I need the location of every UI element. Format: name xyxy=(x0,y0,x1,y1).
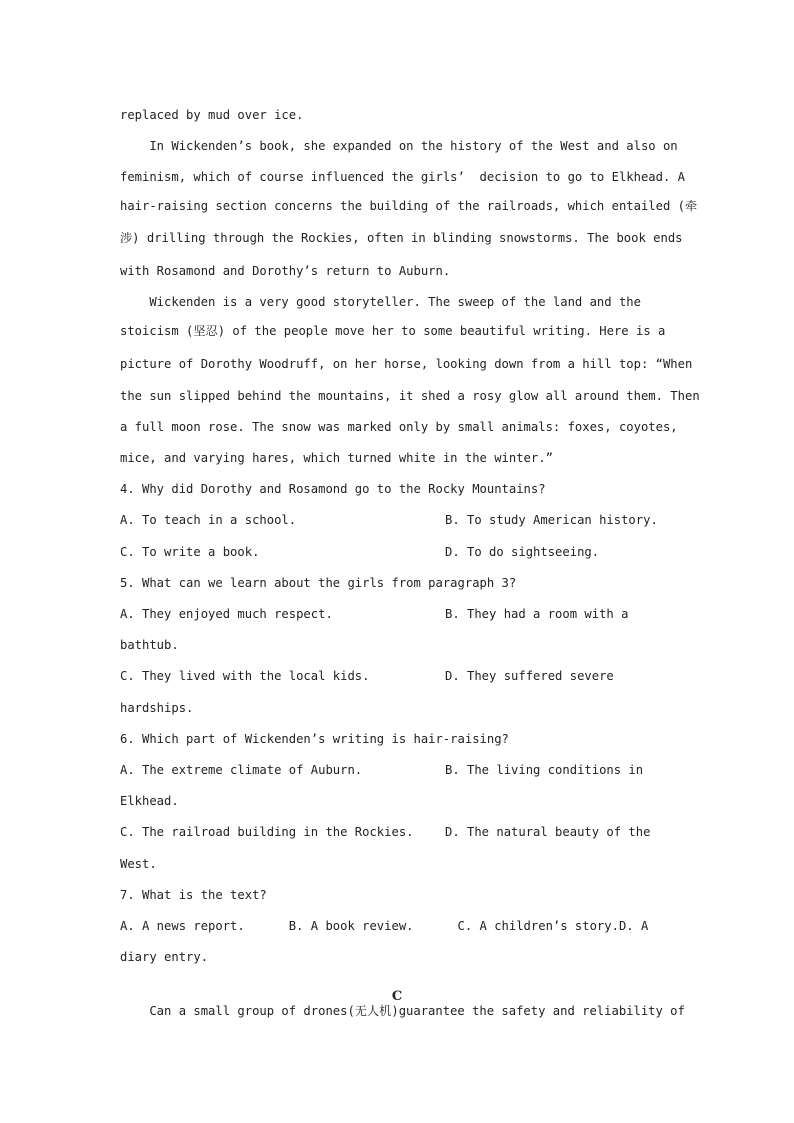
question-6-option-b: B. The living conditions in xyxy=(445,763,644,777)
passage-line: mice, and varying hares, which turned white in the winter.” xyxy=(120,451,553,465)
question-6-stem: 6. Which part of Wickenden’s writing is hair-raising? xyxy=(120,732,509,746)
question-6-option-c: C. The railroad building in the Rockies. xyxy=(120,825,414,839)
question-6-option-a: A. The extreme climate of Auburn. xyxy=(120,763,363,777)
question-6-option-b-wrap: Elkhead. xyxy=(120,794,179,808)
question-5-option-c: C. They lived with the local kids. xyxy=(120,669,370,683)
passage-line: Wickenden is a very good storyteller. The sweep of the land and the xyxy=(120,295,641,309)
question-4-option-d: D. To do sightseeing. xyxy=(445,545,600,559)
question-4-option-a: A. To teach in a school. xyxy=(120,513,297,527)
passage-line: hair-raising section concerns the building of the railroads, which entailed (牵 xyxy=(120,199,698,213)
question-7-options: A. A news report. B. A book review. C. A children’s story.D. A xyxy=(120,919,649,933)
question-5-option-d-wrap: hardships. xyxy=(120,701,194,715)
passage-line: stoicism (坚忍) of the people move her to some beautiful writing. Here is a xyxy=(120,324,666,338)
passage-line: a full moon rose. The snow was marked only by small animals: foxes, coyotes, xyxy=(120,420,678,434)
question-5-option-d: D. They suffered severe xyxy=(445,669,614,683)
passage-line: In Wickenden’s book, she expanded on the history of the West and also on xyxy=(120,139,678,153)
question-5-option-b: B. They had a room with a xyxy=(445,607,629,621)
passage-line: picture of Dorothy Woodruff, on her horse, looking down from a hill top: “When xyxy=(120,357,693,371)
question-5-option-a: A. They enjoyed much respect. xyxy=(120,607,333,621)
passage-line: 涉) drilling through the Rockies, often in blinding snowstorms. The book ends xyxy=(120,231,683,245)
section-c-heading: C xyxy=(391,989,403,1004)
section-c-first-line: Can a small group of drones(无人机)guarantee the safety and reliability of xyxy=(120,1004,685,1018)
question-4-stem: 4. Why did Dorothy and Rosamond go to the Rocky Mountains? xyxy=(120,482,546,496)
question-4-option-b: B. To study American history. xyxy=(445,513,658,527)
question-6-option-d-wrap: West. xyxy=(120,857,157,871)
question-7-stem: 7. What is the text? xyxy=(120,888,267,902)
question-4-option-c: C. To write a book. xyxy=(120,545,260,559)
passage-line: replaced by mud over ice. xyxy=(120,108,304,122)
passage-line: feminism, which of course influenced the girls’ decision to go to Elkhead. A xyxy=(120,170,685,184)
question-5-option-b-wrap: bathtub. xyxy=(120,638,179,652)
question-6-option-d: D. The natural beauty of the xyxy=(445,825,651,839)
passage-line: the sun slipped behind the mountains, it shed a rosy glow all around them. Then xyxy=(120,389,700,403)
question-5-stem: 5. What can we learn about the girls from paragraph 3? xyxy=(120,576,517,590)
question-7-options-wrap: diary entry. xyxy=(120,950,209,964)
passage-line: with Rosamond and Dorothy’s return to Auburn. xyxy=(120,264,451,278)
